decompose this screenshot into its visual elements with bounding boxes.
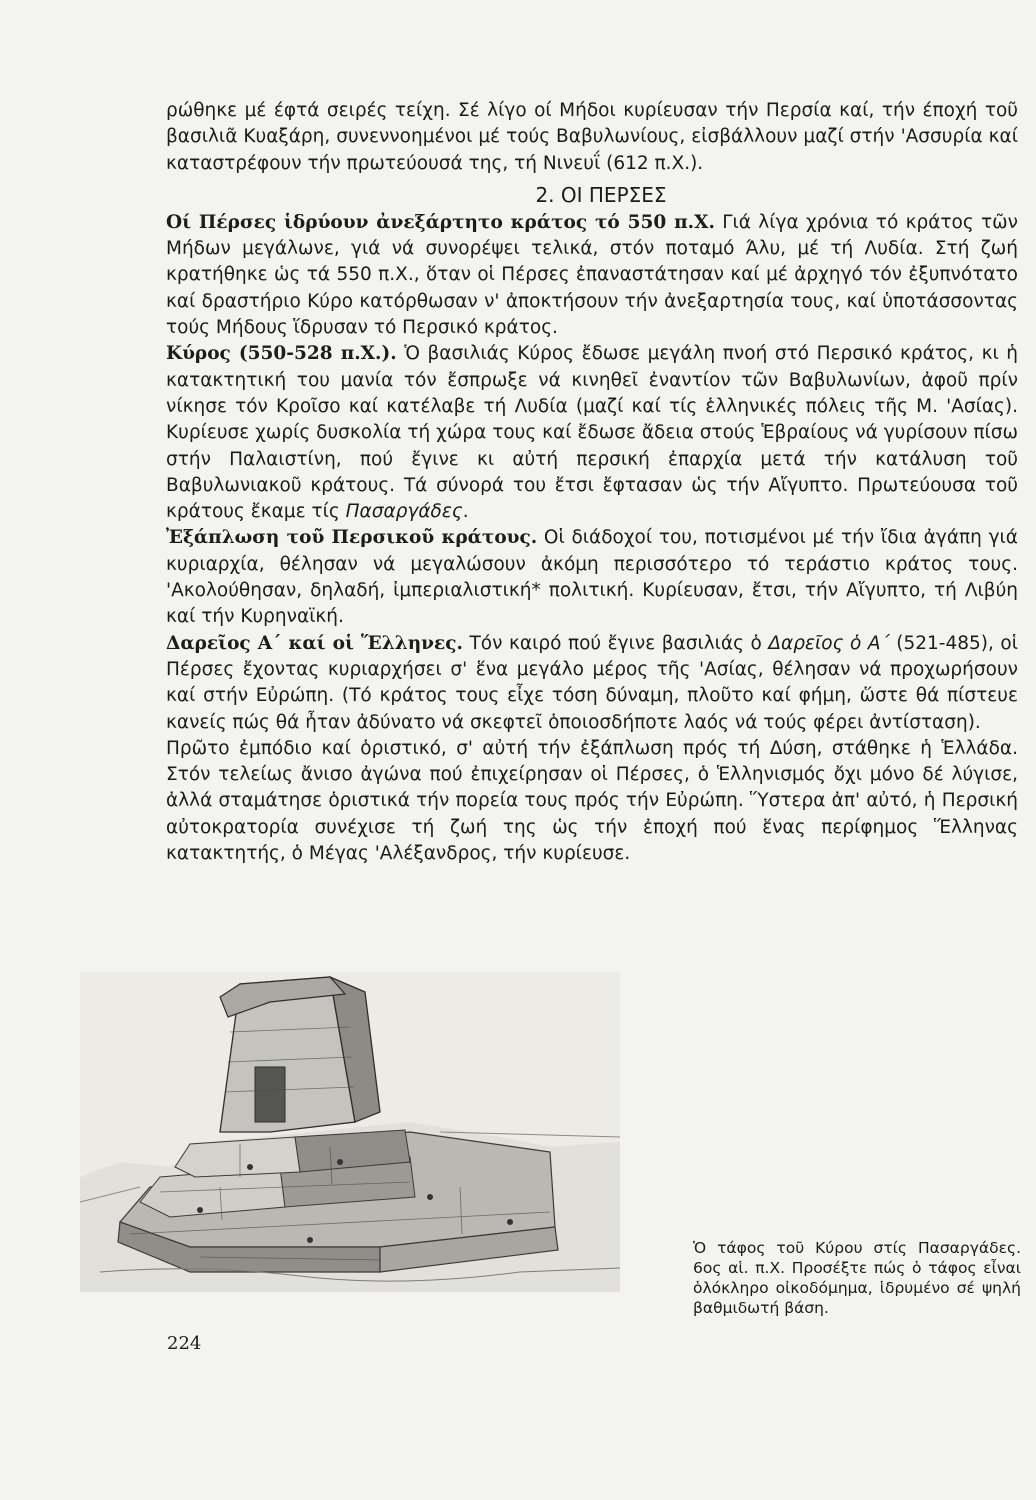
italic-term: Δαρεῖος ὁ Α΄ — [768, 632, 890, 654]
paragraph-title: Δαρεῖος Α΄ καί οἱ Ἕλληνες. — [166, 632, 463, 654]
paragraph-title: Κύρος (550-528 π.Χ.). — [166, 343, 397, 365]
tomb-engraving — [80, 972, 620, 1292]
figure-caption: Ὁ τάφος τοῦ Κύρου στίς Πασαργάδες. 6ος αἱ. π.Χ. Προσέξτε πώς ὁ τάφος εἶναι ὁλόκληρο οἰκοδόμημα, ἱδρυμένο σέ ψηλή βαθμιδωτή βάση. — [693, 1239, 1021, 1317]
paragraph-end: . — [462, 501, 469, 523]
page-number: 224 — [167, 1333, 202, 1354]
section-heading: 2. ΟΙ ΠΕΡΣΕΣ — [535, 182, 667, 207]
paragraph-greece: Πρῶτο ἐμπόδιο καί ὁριστικό, σ' αὐτή τήν ἐξάπλωση πρός τή Δύση, στάθηκε ἡ Ἑλλάδα. Στόν τελείως ἄνισο ἀγώνα πού ἐπιχείρησαν οἱ Πέρσες, ὁ Ἑλληνισμός ὄχι μόνο δέ λύγισε, ἀλλά σταμάτησε ὁριστικά τήν πορεία τους πρός τήν Εὐρώπη. Ὕστερα ἀπ' αὐτό, ἡ Περσική αὐτοκρατορία συνέχισε τή ζωή της ὡς τήν ἐποχή πού ἕνας περίφημος Ἕλληνας κατακτητής, ὁ Μέγας 'Αλέξανδρος, τήν κυρίευσε. — [166, 737, 1018, 865]
paragraph-title: Οί Πέρσες ἱδρύουν ἀνεξάρτητο κράτος τό 550 π.Χ. — [166, 211, 715, 233]
paragraph-expansion — [166, 525, 1018, 630]
paragraph-darius — [166, 631, 1018, 736]
paragraph-title: Ἐξάπλωση τοῦ Περσικοῦ κράτους. — [166, 527, 538, 549]
paragraph-founding — [166, 210, 1018, 341]
tomb-illustration — [80, 972, 620, 1292]
italic-term: Πασαργάδες — [345, 501, 463, 523]
paragraph-body: Ὁ βασιλιάς Κύρος ἔδωσε μεγάλη πνοή στό Περσικό κράτος, κι ἡ κατακτητική του μανία τόν ἔσπρωξε νά κινηθεῖ ἐναντίον τῶν Βαβυλωνίων, ἀφοῦ πρίν νίκησε τόν Κροῖσο καί κατέλαβε τή Λυδία (μαζί καί τίς ἑλληνικές πόλεις τῆς Μ. 'Ασίας). Κυρίευσε χωρίς δυσκολία τή χώρα τους καί ἔδωσε ἄδεια στούς Ἑβραίους νά γυρίσουν πίσω στήν Παλαιστίνη, πού ἔγινε κι αὐτή περσική ἐπαρχία μετά τήν κατάλυση τοῦ Βαβυλωνιακοῦ κράτους. Τά σύνορά του ἔτσι ἔφτασαν ὡς τήν Αἴγυπτο. Πρωτεύουσα τοῦ κράτους ἔκαμε τίς — [166, 343, 1019, 523]
opening-paragraph: ρώθηκε μέ έφτά σειρές τείχη. Σέ λίγο οί Μήδοι κυρίευσαν τήν Περσία καί, τήν έποχή τοῦ βασιλιᾶ Κυαξάρη, συνεννοημένοι μέ τούς Βαβυλωνίους, εἰσβάλλουν μαζί στήν 'Ασσυρία καί καταστρέφουν τήν πρωτεύουσά της, τή Νινευΐ (612 π.Χ.). — [166, 100, 1018, 174]
paragraph-cyrus — [166, 341, 1018, 525]
paragraph-body: Γιά λίγα χρόνια τό κράτος τῶν Μήδων μεγάλωνε, γιά νά συνορέψει τελικά, στόν ποταμό Άλυ, μέ τή Λυδία. Στή ζωή κρατήθηκε ὡς τά 550 π.Χ., ὅταν οἱ Πέρσες ἐπαναστάτησαν καί μέ ἀρχηγό τόν ἐξυπνότατο καί δραστήριο Κύρο κατόρθωσαν ν' ἀποκτήσουν τήν ἀνεξαρτησία τους, καί ὑποτάσσοντας τούς Μήδους ἵδρυσαν τό Περσικό κράτος. — [166, 211, 1019, 339]
paragraph-body: Οἱ διάδοχοί του, ποτισμένοι μέ τήν ἴδια ἀγάπη γιά κυριαρχία, θέλησαν νά μεγαλώσουν ἀκόμη περισσότερο τό τεράστιο κράτος τους. 'Ακολούθησαν, δηλαδή, ἰμπεριαλιστική* πολιτική. Κυρίευσαν, ἔτσι, τήν Αἴγυπτο, τή Λιβύη καί τήν Κυρηναϊκή. — [166, 527, 1018, 628]
paragraph-body: Τόν καιρό πού ἔγινε βασιλιάς ὁ — [462, 632, 769, 654]
main-text — [166, 98, 1018, 867]
paragraph-body: (521-485), οἱ Πέρσες ἔχοντας κυριαρχήσει σ' ἕνα μεγάλο μέρος τῆς 'Ασίας, θέλησαν νά προχωρήσουν καί στήν Εὐρώπη. (Τό κράτος τους εἶχε τόση δύναμη, πλοῦτο καί φήμη, ὥστε θά πίστευε κανείς πώς θά ἦταν ἀδύνατο νά σκεφτεῖ ὁποιοσδήποτε λαός νά τούς φέρει ἀντίσταση). — [166, 632, 1019, 733]
